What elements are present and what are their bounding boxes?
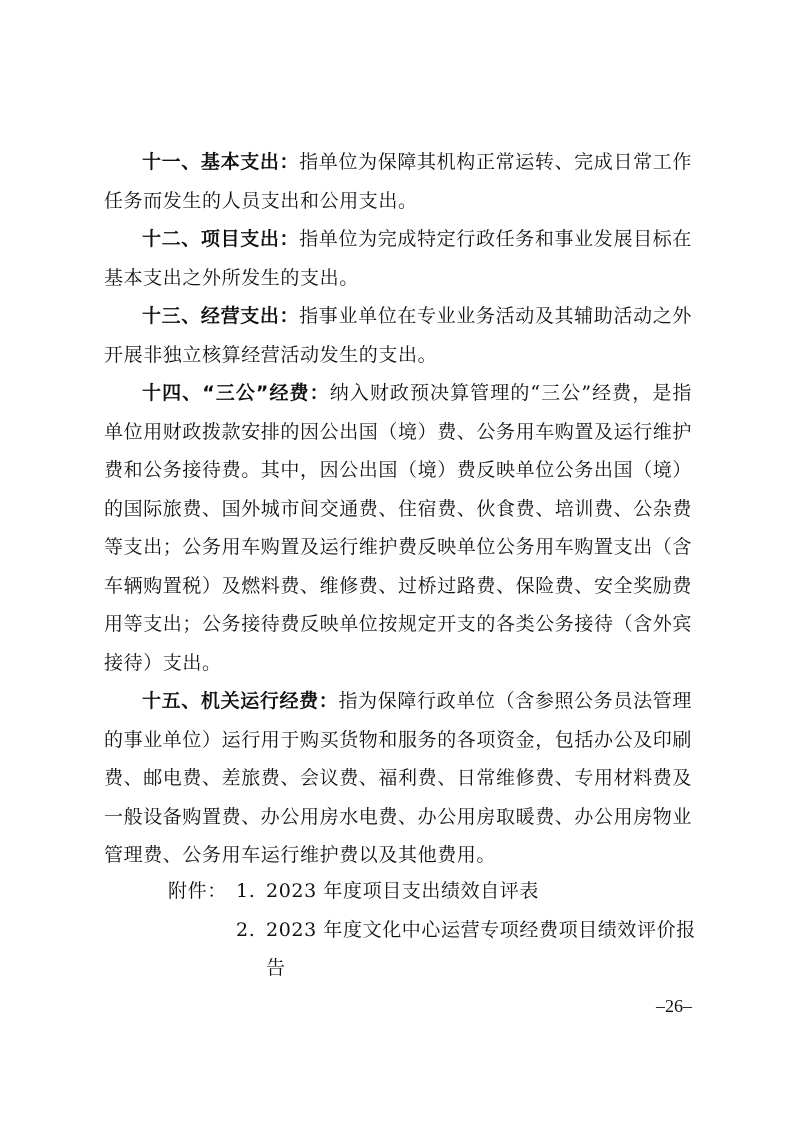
paragraph-agency-operating-expenses — [104, 682, 692, 875]
term-definition: 纳入财政预决算管理的“三公”经费，是指单位用财政拨款安排的因公出国（境）费、公务用车购置及运行维护费和公务接待费。其中，因公出国（境）费反映单位公务出国（境）的国际旅费、国外城市间交通费、住宿费、伙食费、培训费、公杂费等支出；公务用车购置及运行维护费反映单位公务用车购置支出（含车辆购置税）及燃料费、维修费、过桥过路费、保险费、安全奖励费用等支出；公务接待费反映单位按规定开支的各类公务接待（含外宾接待）支出。 — [104, 382, 693, 674]
body-text — [104, 143, 692, 875]
paragraph-operating-expenditure — [104, 297, 692, 374]
attachment-title: 2023 年度项目支出绩效自评表 — [266, 880, 539, 902]
attachment-number: 2. — [236, 918, 256, 941]
term-label: 十一、基本支出： — [142, 151, 300, 173]
term-definition: 指为保障行政单位（含参照公务员法管理的事业单位）运行用于购买货物和服务的各项资金，包括办公及印刷费、邮电费、差旅费、会议费、福利费、日常维修费、专用材料费及一般设备购置费、办公用房水电费、办公用房取暖费、办公用房物业管理费、公务用车运行维护费以及其他费用。 — [104, 690, 693, 866]
term-definition: 指事业单位在专业业务活动及其辅助活动之外开展非独立核算经营活动发生的支出。 — [104, 305, 692, 366]
attachments-label: 附件： — [168, 880, 227, 902]
term-label: 十五、机关运行经费： — [142, 690, 339, 712]
attachments-list — [168, 872, 698, 988]
attachment-title: 2023 年度文化中心运营专项经费项目绩效评价报告 — [266, 918, 696, 979]
term-label: 十四、“三公”经费： — [142, 382, 330, 404]
paragraph-project-expenditure — [104, 220, 692, 297]
term-definition: 指单位为完成特定行政任务和事业发展目标在基本支出之外所发生的支出。 — [104, 228, 692, 289]
term-definition: 指单位为保障其机构正常运转、完成日常工作任务而发生的人员支出和公用支出。 — [104, 151, 692, 212]
page-number: –26– — [656, 996, 692, 1016]
paragraph-three-public-expenses — [104, 374, 692, 682]
attachment-item — [168, 872, 698, 911]
term-label: 十三、经营支出： — [142, 305, 300, 327]
paragraph-basic-expenditure — [104, 143, 692, 220]
term-label: 十二、项目支出： — [142, 228, 300, 250]
attachment-item — [168, 911, 698, 988]
attachment-number: 1. — [236, 880, 256, 902]
